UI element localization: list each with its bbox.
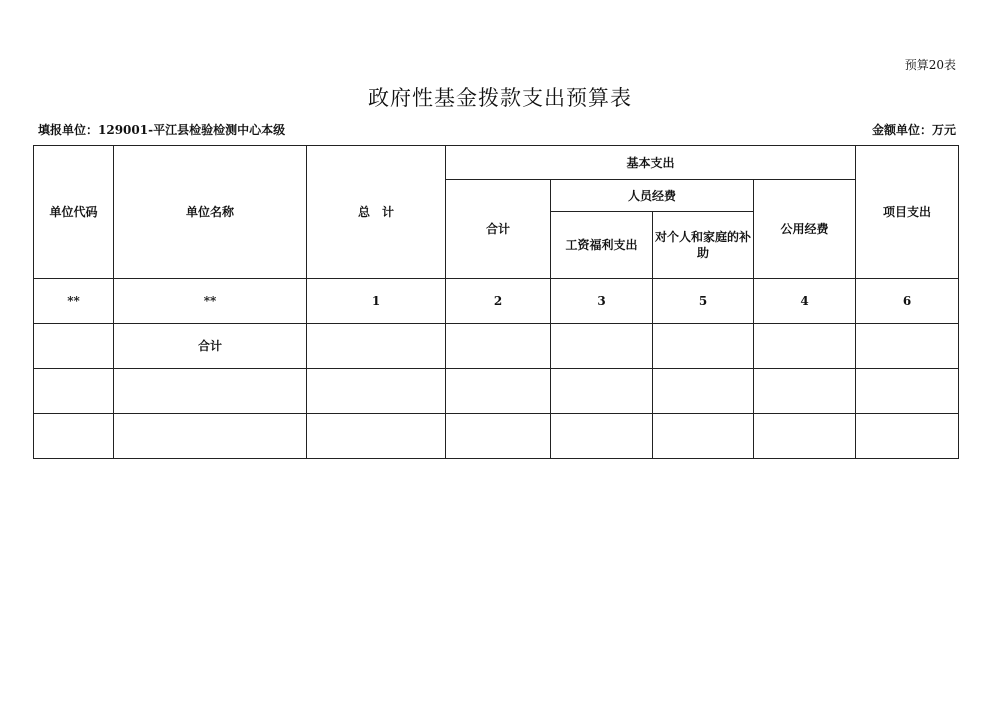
table-cell xyxy=(754,324,856,369)
table-row xyxy=(34,324,959,369)
form-number: 预算20表 xyxy=(904,58,956,72)
column-number-row xyxy=(34,279,959,324)
column-number: 5 xyxy=(653,279,754,324)
amount-unit: 金额单位：万元 xyxy=(871,123,956,137)
header-wages-welfare: 工资福利支出 xyxy=(551,212,653,279)
table-cell xyxy=(446,414,551,459)
header-total: 总 计 xyxy=(307,146,446,279)
header-subsidies-individuals: 对个人和家庭的补助 xyxy=(653,212,754,279)
table-cell xyxy=(34,414,114,459)
header-personnel-expenses: 人员经费 xyxy=(551,180,754,212)
table-cell xyxy=(307,414,446,459)
reporting-unit: 填报单位：129001-平江县检验检测中心本级 xyxy=(38,123,286,137)
table-cell xyxy=(653,414,754,459)
table-cell xyxy=(551,324,653,369)
column-number: 2 xyxy=(446,279,551,324)
page-title: 政府性基金拨款支出预算表 xyxy=(368,86,632,110)
table-cell xyxy=(653,324,754,369)
column-number: 4 xyxy=(754,279,856,324)
table-cell xyxy=(754,369,856,414)
header-unit-name: 单位名称 xyxy=(114,146,307,279)
header-unit-code: 单位代码 xyxy=(34,146,114,279)
table-cell xyxy=(856,324,959,369)
table-cell xyxy=(114,369,307,414)
table-cell xyxy=(653,369,754,414)
column-number: ** xyxy=(34,279,114,324)
table-cell xyxy=(34,324,114,369)
header-subtotal: 合计 xyxy=(446,180,551,279)
table-row xyxy=(34,414,959,459)
header-project-expenditure: 项目支出 xyxy=(856,146,959,279)
table-cell xyxy=(551,369,653,414)
table-cell: 合计 xyxy=(114,324,307,369)
table-cell xyxy=(551,414,653,459)
table-cell xyxy=(446,324,551,369)
column-number: 3 xyxy=(551,279,653,324)
table-row xyxy=(34,369,959,414)
column-number: ** xyxy=(114,279,307,324)
header-public-expenses: 公用经费 xyxy=(754,180,856,279)
column-number: 1 xyxy=(307,279,446,324)
table-cell xyxy=(754,414,856,459)
table-cell xyxy=(446,369,551,414)
table-cell xyxy=(856,414,959,459)
table-cell xyxy=(307,324,446,369)
table-cell xyxy=(34,369,114,414)
column-number: 6 xyxy=(856,279,959,324)
table-cell xyxy=(114,414,307,459)
table-cell xyxy=(307,369,446,414)
table-cell xyxy=(856,369,959,414)
header-basic-expenditure: 基本支出 xyxy=(446,146,856,180)
budget-table xyxy=(33,145,959,459)
